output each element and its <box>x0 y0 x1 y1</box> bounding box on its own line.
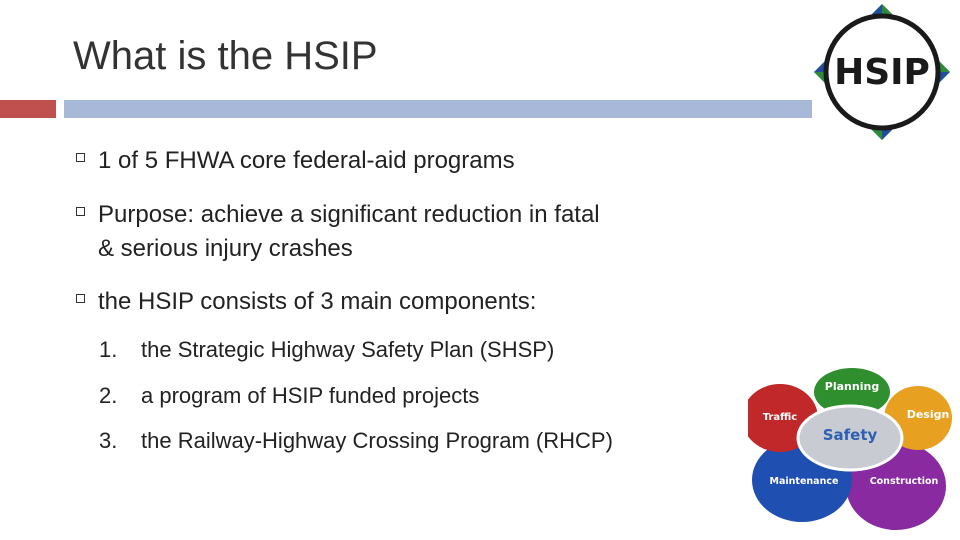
item-number: 1. <box>99 337 118 362</box>
bullet-square-icon <box>76 294 85 303</box>
bullet-square-icon <box>76 207 85 216</box>
bullet-text: Purpose: achieve a significant reduction in fatal <box>98 201 600 228</box>
title-rule-bar <box>64 100 812 118</box>
puzzle-label-traffic: Traffic <box>762 412 798 423</box>
bullet-text: the HSIP consists of 3 main components: <box>98 288 537 315</box>
logo-text: HSIP <box>834 52 930 93</box>
puzzle-label-construction: Construction <box>869 476 939 487</box>
item-number: 2. <box>99 383 118 408</box>
puzzle-label-design: Design <box>906 408 950 421</box>
slide-title: What is the HSIP <box>73 34 378 78</box>
puzzle-label-maintenance: Maintenance <box>769 476 839 487</box>
numbered-item-3 <box>99 427 613 455</box>
puzzle-label-planning: Planning <box>824 380 880 393</box>
item-text: the Railway-Highway Crossing Program (RHCP) <box>141 428 613 453</box>
numbered-item-1 <box>99 336 554 364</box>
puzzle-label-safety: Safety <box>822 426 878 444</box>
safety-puzzle-graphic <box>748 368 952 540</box>
bullet-text-continuation: & serious injury crashes <box>98 235 353 262</box>
item-number: 3. <box>99 428 118 453</box>
item-text: the Strategic Highway Safety Plan (SHSP) <box>141 337 555 362</box>
title-accent-bar <box>0 100 56 118</box>
numbered-item-2 <box>99 382 479 410</box>
hsip-logo <box>812 2 952 142</box>
item-text: a program of HSIP funded projects <box>141 383 480 408</box>
bullet-text: 1 of 5 FHWA core federal-aid programs <box>98 147 515 174</box>
bullet-square-icon <box>76 153 85 162</box>
